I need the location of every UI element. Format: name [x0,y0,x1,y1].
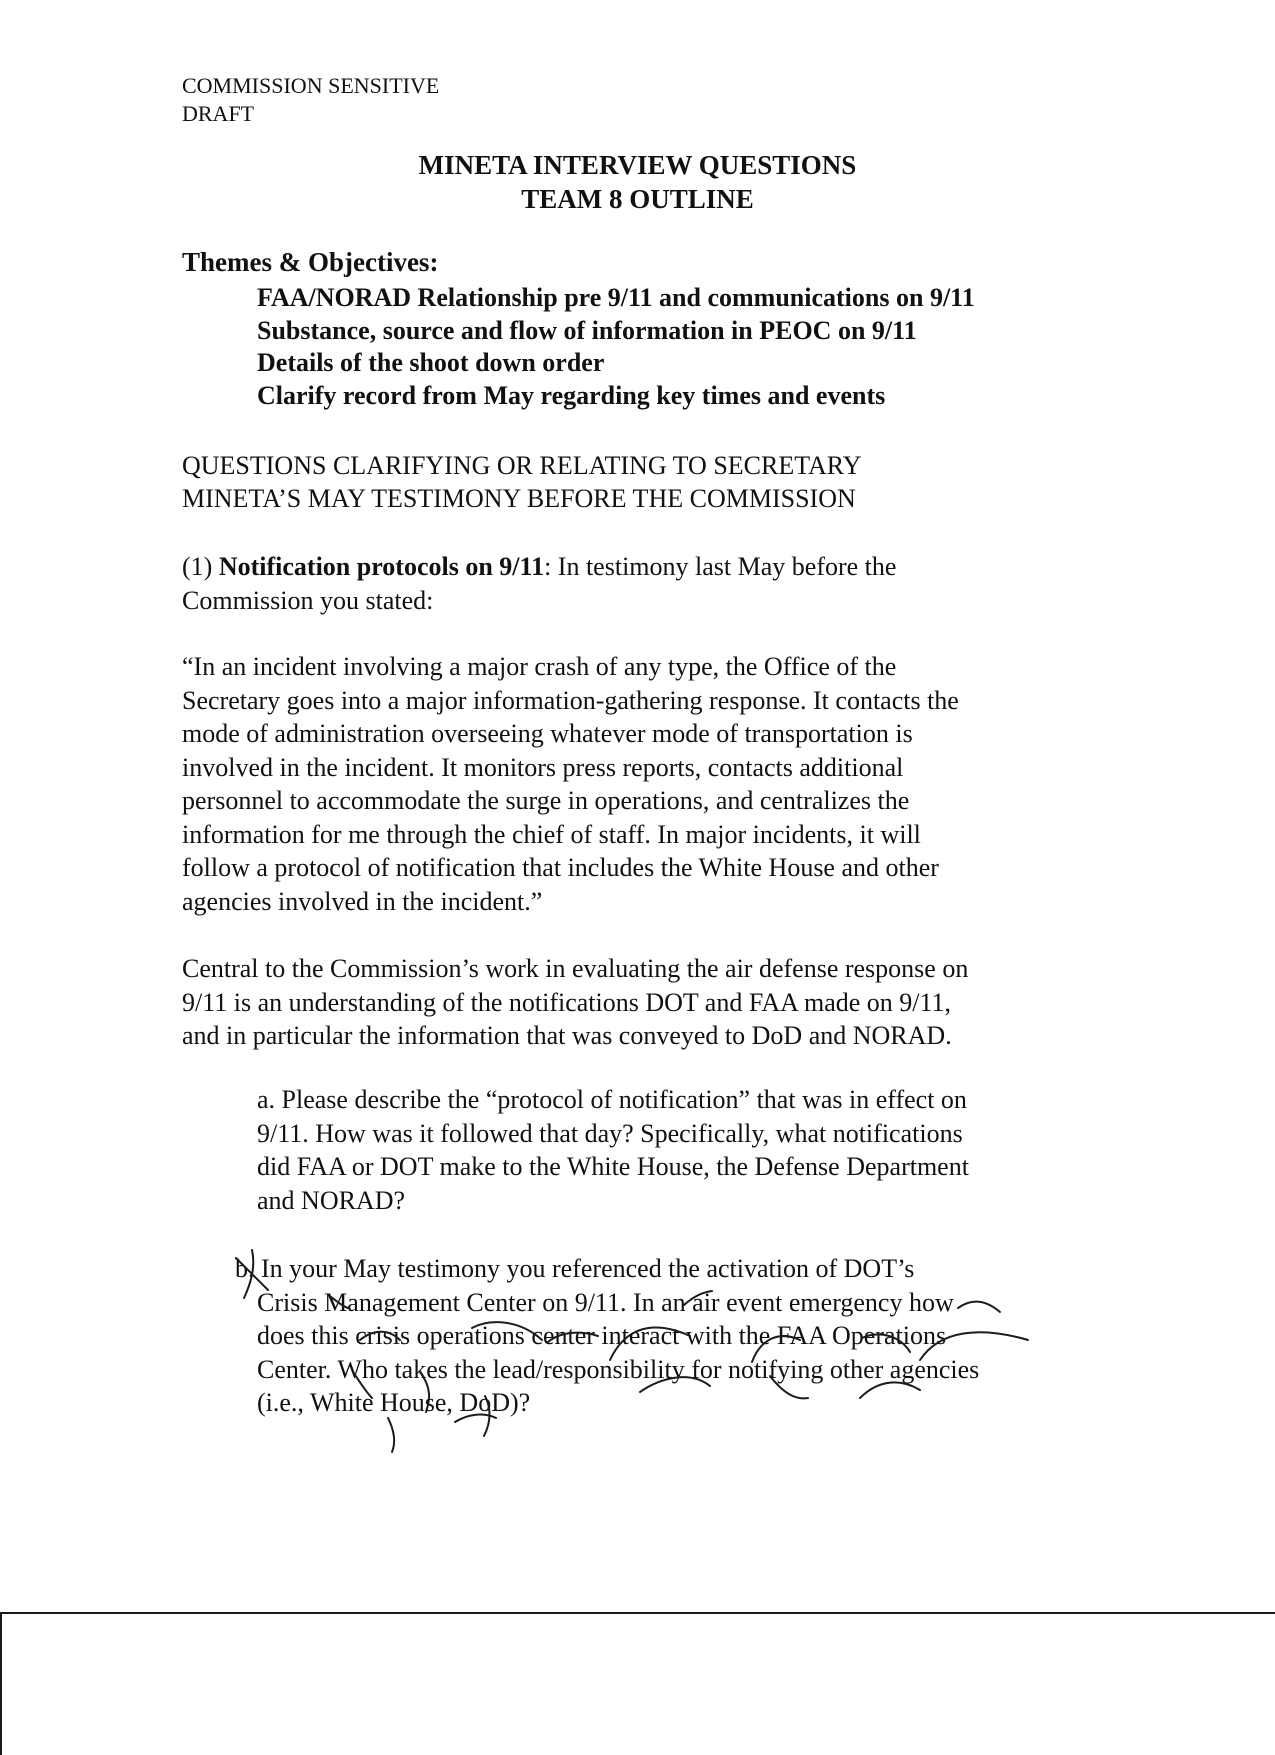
draft-label: DRAFT [182,101,255,126]
themes-heading: Themes & Objectives: [182,247,439,277]
question-line: did FAA or DOT make to the White House, the Defense Department [257,1152,969,1181]
question-line: does this crisis operations center interact with the FAA Operations [257,1321,947,1350]
objectives-list [257,282,975,412]
question-a [257,1083,1087,1217]
section-heading [182,449,862,515]
quote-line: follow a protocol of notification that includes the White House and other [182,853,939,882]
question-number: (1) [182,552,219,581]
document-title [0,148,1275,216]
title-line-2: TEAM 8 OUTLINE [521,184,754,214]
question-text: : In testimony last May before the [544,552,897,581]
question-line: a. Please describe the “protocol of notification” that was in effect on [257,1085,967,1114]
quote-line: personnel to accommodate the surge in operations, and centralizes the [182,786,910,815]
section-heading-line: MINETA’S MAY TESTIMONY BEFORE THE COMMISSION [182,484,856,513]
question-line: 9/11. How was it followed that day? Specifically, what notifications [257,1118,963,1148]
section-heading-line: QUESTIONS CLARIFYING OR RELATING TO SECRETARY [182,451,862,480]
question-text: Commission you stated: [182,585,434,615]
strike-white [388,1418,394,1452]
title-line-1: MINETA INTERVIEW QUESTIONS [418,150,857,180]
paragraph-line: Central to the Commission’s work in evaluating the air defense response on [182,954,969,983]
question-1 [182,550,1082,617]
quote-line: Secretary goes into a major information-gathering response. It contacts the [182,685,959,715]
question-line: and NORAD? [257,1185,406,1215]
classification-line: COMMISSION SENSITIVE [182,73,440,98]
classification-header [182,72,439,128]
question-line: Center. Who takes the lead/responsibility for notifying other agencies [257,1354,980,1384]
quote-line: agencies involved in the incident.” [182,886,543,916]
struck-marker: b. [235,1254,255,1283]
quote-line: mode of administration overseeing whatever mode of transportation is [182,719,913,748]
question-line: In your May testimony you referenced the activation of DOT’s [254,1254,915,1283]
testimony-quote [182,650,1082,918]
objective-item: Substance, source and flow of information in PEOC on 9/11 [257,315,917,345]
quote-line: information for me through the chief of staff. In major incidents, it will [182,819,921,849]
question-line: (i.e., White House, DoD)? [257,1388,531,1417]
paragraph-line: and in particular the information that was conveyed to DoD and NORAD. [182,1021,952,1050]
objective-item: FAA/NORAD Relationship pre 9/11 and communications on 9/11 [257,283,975,312]
question-topic: Notification protocols on 9/11 [218,552,545,581]
context-paragraph [182,952,1082,1053]
quote-line: involved in the incident. It monitors press reports, contacts additional [182,752,904,782]
objective-item: Clarify record from May regarding key times and events [257,380,886,410]
page-corner-rule [0,1612,2,1755]
objective-item: Details of the shoot down order [257,348,605,377]
quote-line: “In an incident involving a major crash of any type, the Office of the [182,652,897,681]
question-line: Crisis Management Center on 9/11. In an air event emergency how [257,1287,954,1317]
paragraph-line: 9/11 is an understanding of the notifications DOT and FAA made on 9/11, [182,987,952,1017]
page-bottom-rule [0,1612,1275,1614]
question-b [235,1252,1087,1420]
